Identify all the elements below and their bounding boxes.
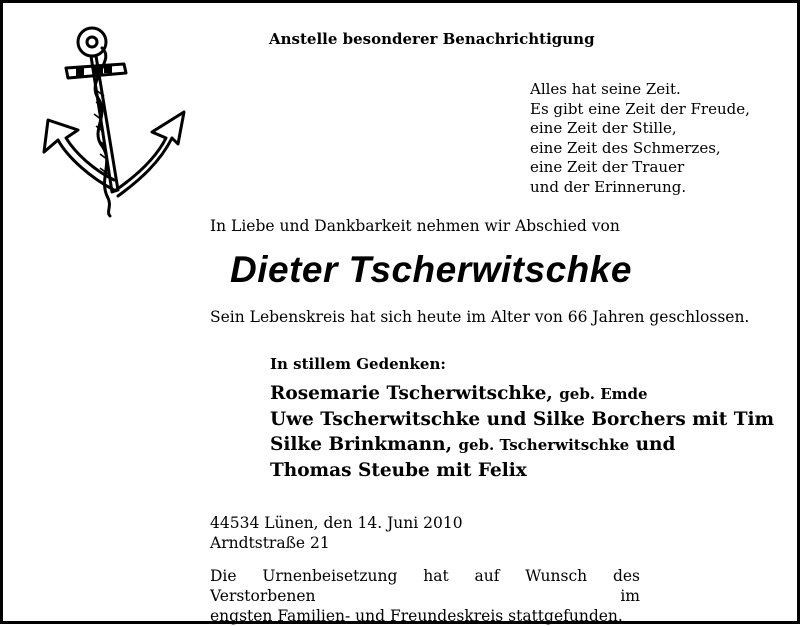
poem-line: Alles hat seine Zeit. <box>530 80 681 98</box>
notice-heading: Anstelle besonderer Benachrichtigung <box>269 30 595 48</box>
life-statement: Sein Lebenskreis hat sich heute im Alter von 66 Jahren geschlossen. <box>210 308 750 326</box>
farewell-intro: In Liebe und Dankbarkeit nehmen wir Abschied von <box>210 217 620 235</box>
mourner-line <box>270 381 774 407</box>
mourners-list <box>270 381 774 483</box>
poem-line: eine Zeit des Schmerzes, <box>530 138 721 157</box>
notice-line: Die Urnenbeisetzung hat auf Wunsch des Verstorbenen im <box>210 567 640 605</box>
poem-line: eine Zeit der Stille, <box>530 119 677 137</box>
mourner-name: Rosemarie Tscherwitschke, <box>270 383 553 404</box>
notice-line: engsten Familien- und Freundeskreis stattgefunden. <box>210 607 623 625</box>
mourner-line: Thomas Steube mit Felix <box>270 460 527 481</box>
poem-line: Es gibt eine Zeit der Freude, <box>530 99 750 118</box>
anchor-icon <box>36 20 192 218</box>
place-date <box>210 513 463 553</box>
mourner-line <box>270 432 774 458</box>
deceased-name: Dieter Tscherwitschke <box>230 249 632 290</box>
mourner-name: Silke Brinkmann, <box>270 434 453 455</box>
city-date: 44534 Lünen, den 14. Juni 2010 <box>210 514 463 532</box>
poem-line: eine Zeit der Trauer <box>530 158 685 176</box>
burial-notice <box>210 566 640 626</box>
street-address: Arndtstraße 21 <box>210 534 330 552</box>
mourner-maiden-name: geb. Tscherwitschke <box>458 436 630 454</box>
mourner-maiden-name: geb. Emde <box>559 385 648 403</box>
poem <box>530 80 750 197</box>
mourner-line: Uwe Tscherwitschke und Silke Borchers mit Tim <box>270 409 775 430</box>
mourners-title: In stillem Gedenken: <box>270 355 446 373</box>
mourner-connector: und <box>635 434 676 455</box>
poem-line: und der Erinnerung. <box>530 177 687 196</box>
